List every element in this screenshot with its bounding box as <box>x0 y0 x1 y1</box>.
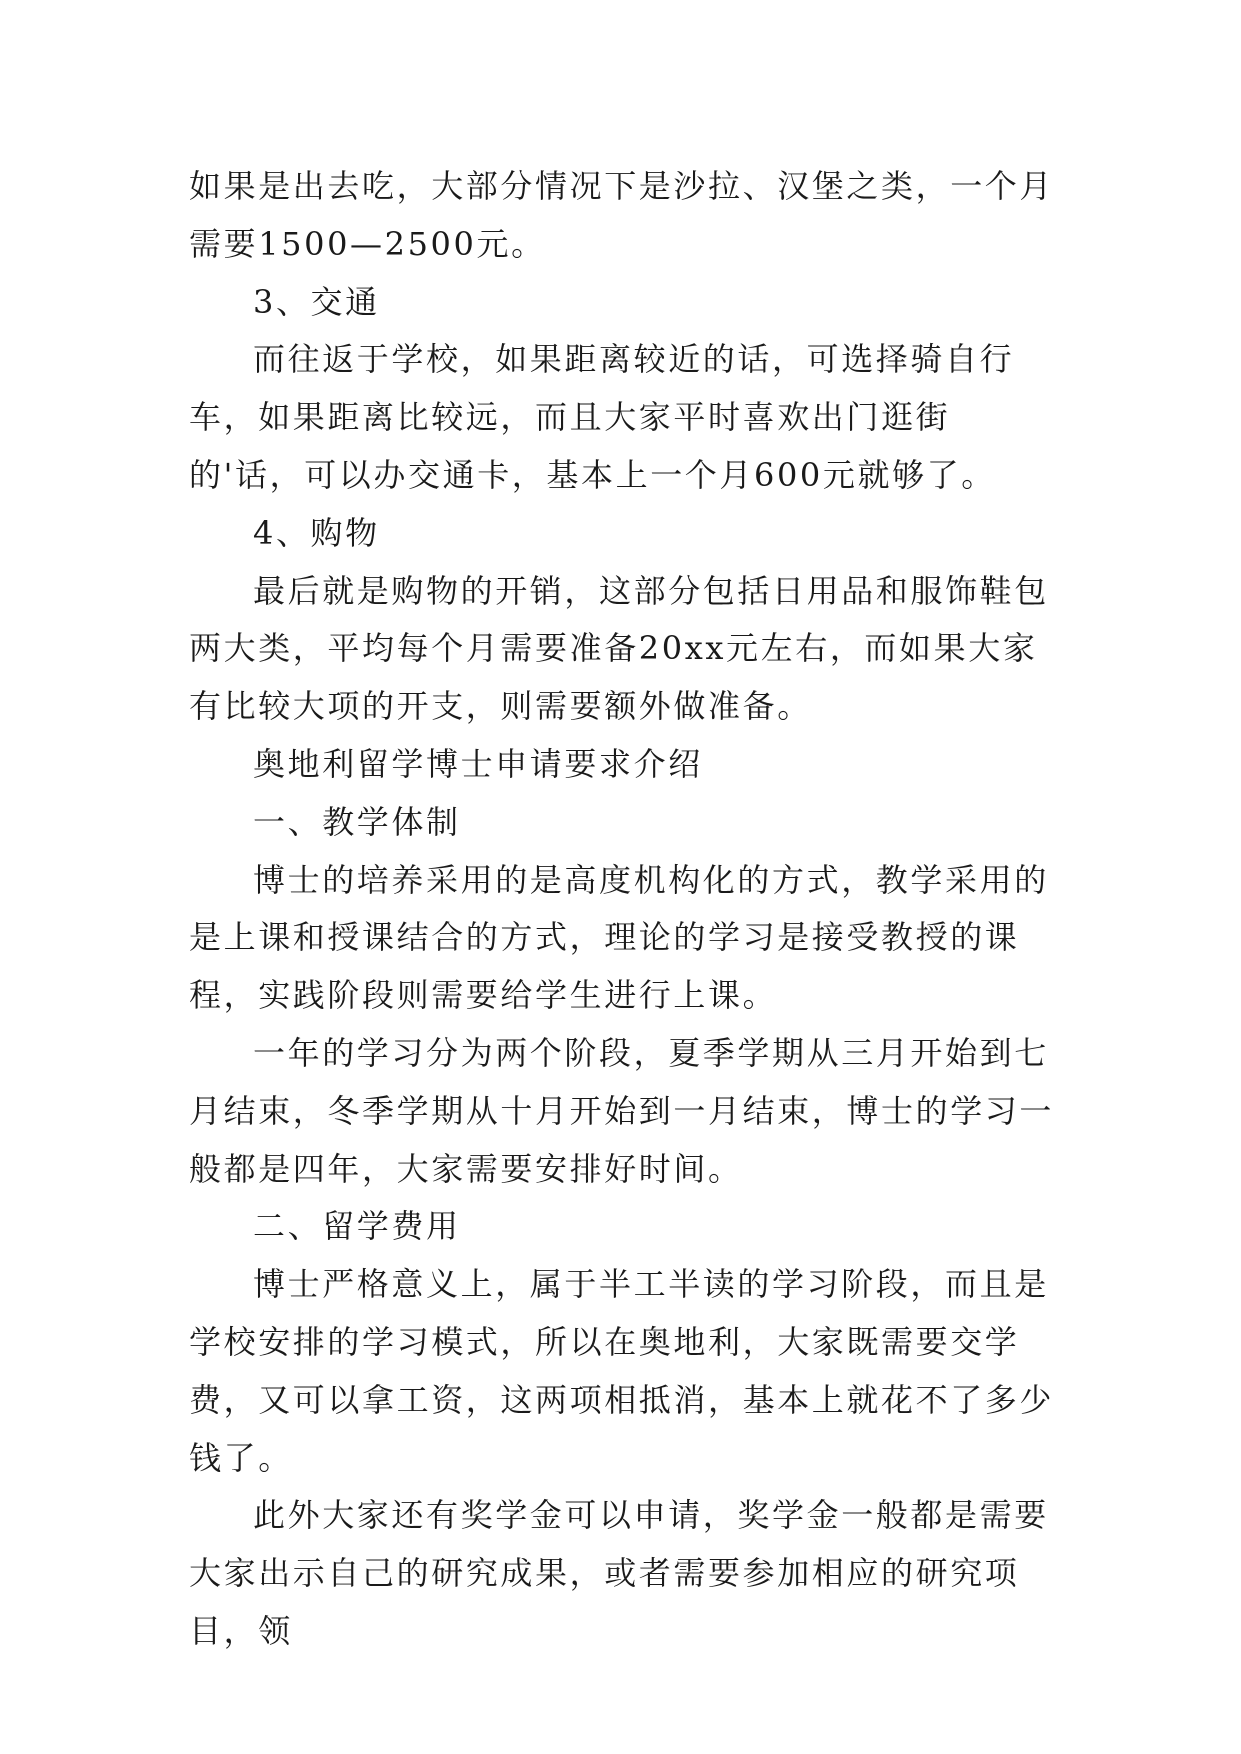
paragraph-study-costs: 博士严格意义上，属于半工半读的学习阶段，而且是学校安排的学习模式，所以在奥地利，大家既需要交学费，又可以拿工资，这两项相抵消，基本上就花不了多少钱了。 <box>189 1265 1055 1477</box>
section-title-austria-phd: 奥地利留学博士申请要求介绍 <box>253 744 703 783</box>
heading-transport: 3、交通 <box>253 282 380 321</box>
paragraph-semesters: 一年的学习分为两个阶段，夏季学期从三月开始到七月结束，冬季学期从十月开始到一月结束，博士的学习一般都是四年，大家需要安排好时间。 <box>189 1033 1055 1188</box>
paragraph-scholarship: 此外大家还有奖学金可以申请，奖学金一般都是需要大家出示自己的研究成果，或者需要参加相应的研究项目，领 <box>189 1496 1049 1650</box>
paragraph-transport: 而往返于学校，如果距离较近的话，可选择骑自行车，如果距离比较远，而且大家平时喜欢出门逛街的'话，可以办交通卡，基本上一个月600元就够了。 <box>189 340 1015 494</box>
paragraph-teaching-system: 博士的培养采用的是高度机构化的方式，教学采用的是上课和授课结合的方式，理论的学习是接受教授的课程，实践阶段则需要给学生进行上课。 <box>189 860 1049 1015</box>
heading-teaching-system: 一、教学体制 <box>253 802 461 841</box>
heading-shopping: 4、购物 <box>253 513 380 552</box>
document-body <box>189 158 1059 1661</box>
paragraph-dining: 如果是出去吃，大部分情况下是沙拉、汉堡之类，一个月需要1500—2500元。 <box>189 167 1055 263</box>
paragraph-shopping: 最后就是购物的开销，这部分包括日用品和服饰鞋包两大类，平均每个月需要准备20xx元左右，而如果大家有比较大项的开支，则需要额外做准备。 <box>189 571 1049 726</box>
heading-study-costs: 二、留学费用 <box>253 1207 461 1246</box>
